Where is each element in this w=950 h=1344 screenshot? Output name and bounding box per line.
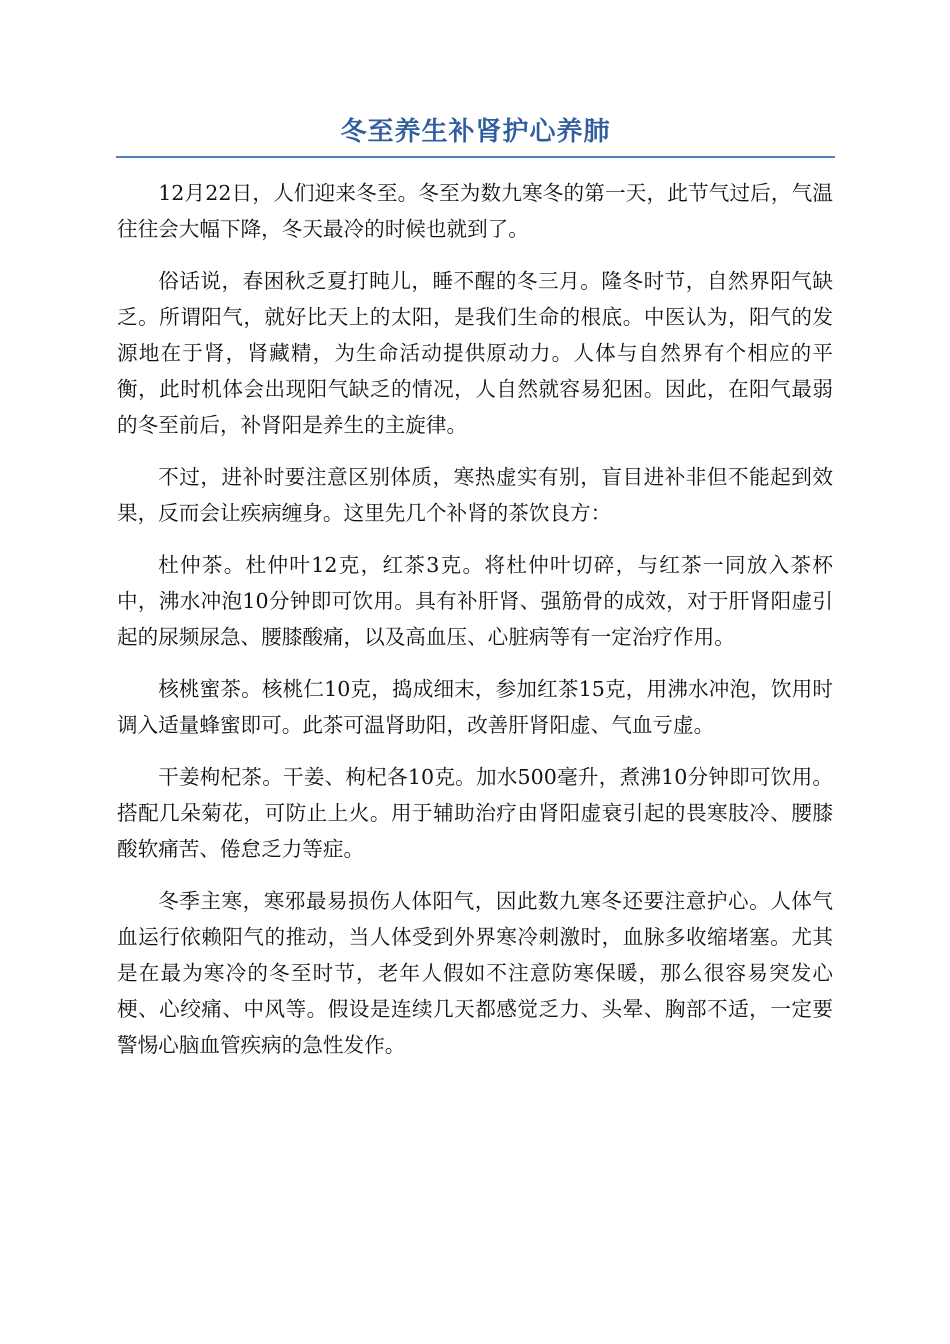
article-body [117,175,833,1079]
paragraph-7: 冬季主寒，寒邪最易损伤人体阳气，因此数九寒冬还要注意护心。人体气血运行依赖阳气的推动，当人体受到外界寒冷刺激时，血脉多收缩堵塞。尤其是在最为寒冷的冬至时节，老年人假如不注意防寒保暖，那么很容易突发心梗、心绞痛、中风等。假设是连续几天都感觉乏力、头晕、胸部不适，一定要警惕心脑血管疾病的急性发作。 [117,889,833,1057]
paragraph-5: 核桃蜜茶。核桃仁10克，捣成细末，参加红茶15克，用沸水冲泡，饮用时调入适量蜂蜜即可。此茶可温肾助阳，改善肝肾阳虚、气血亏虚。 [117,677,833,737]
paragraph-4: 杜仲茶。杜仲叶12克，红茶3克。将杜仲叶切碎，与红茶一同放入茶杯中，沸水冲泡10分钟即可饮用。具有补肝肾、强筋骨的成效，对于肝肾阳虚引起的尿频尿急、腰膝酸痛，以及高血压、心脏病等有一定治疗作用。 [117,553,833,649]
paragraph-3: 不过，进补时要注意区别体质，寒热虚实有别，盲目进补非但不能起到效果，反而会让疾病缠身。这里先几个补肾的茶饮良方： [117,465,833,525]
paragraph-1: 12月22日，人们迎来冬至。冬至为数九寒冬的第一天，此节气过后，气温往往会大幅下降，冬天最冷的时候也就到了。 [117,181,834,241]
title-block [116,112,835,158]
paragraph-6: 干姜枸杞茶。干姜、枸杞各10克。加水500毫升，煮沸10分钟即可饮用。搭配几朵菊花，可防止上火。用于辅助治疗由肾阳虚衰引起的畏寒肢冷、腰膝酸软痛苦、倦怠乏力等症。 [117,765,833,861]
page-title: 冬至养生补肾护心养肺 [340,117,611,147]
paragraph-2: 俗话说，春困秋乏夏打盹儿，睡不醒的冬三月。隆冬时节，自然界阳气缺乏。所谓阳气，就好比天上的太阳，是我们生命的根底。中医认为，阳气的发源地在于肾，肾藏精，为生命活动提供原动力。人体与自然界有个相应的平衡，此时机体会出现阳气缺乏的情况，人自然就容易犯困。因此，在阳气最弱的冬至前后，补肾阳是养生的主旋律。 [117,269,833,437]
